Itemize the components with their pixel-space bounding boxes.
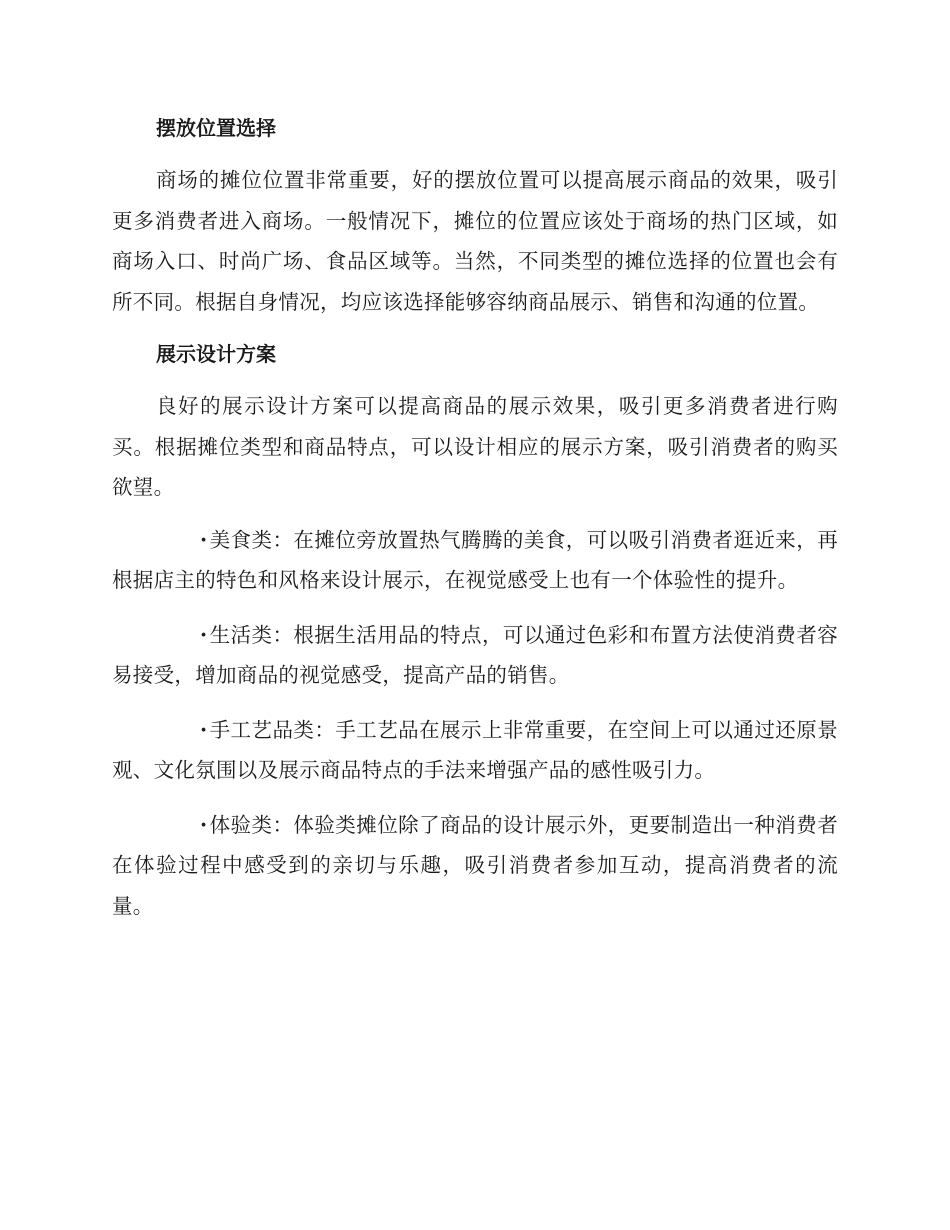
bullet-dot: · (200, 717, 208, 742)
bullet-item-handicraft (112, 710, 838, 791)
bullet-item-experience (112, 805, 838, 927)
document-page (112, 108, 838, 940)
bullet-text: 体验类：体验类摊位除了商品的设计展示外，更要制造出一种消费者在体验过程中感受到的亲切与乐趣，吸引消费者参加互动，提高消费者的流量。 (112, 812, 838, 918)
bullet-dot: · (200, 812, 208, 837)
section-paragraph-display-design: 良好的展示设计方案可以提高商品的展示效果，吸引更多消费者进行购买。根据摊位类型和商品特点，可以设计相应的展示方案，吸引消费者的购买欲望。 (112, 394, 838, 499)
bullet-dot: · (200, 527, 208, 552)
section-paragraph-placement: 商场的摊位位置非常重要，好的摆放位置可以提高展示商品的效果，吸引更多消费者进入商场。一般情况下，摊位的位置应该处于商场的热门区域，如商场入口、时尚广场、食品区域等。当然，不同类型的摊位选择的位置也会有所不同。根据自身情况，均应该选择能够容纳商品展示、销售和沟通的位置。 (112, 168, 838, 314)
bullet-dot: · (200, 622, 208, 647)
section-heading-placement: 摆放位置选择 (156, 116, 276, 140)
section-heading-display-design: 展示设计方案 (156, 342, 276, 366)
bullet-text: 生活类：根据生活用品的特点，可以通过色彩和布置方法使消费者容易接受，增加商品的视觉感受，提高产品的销售。 (112, 622, 838, 687)
bullet-text: 手工艺品类：手工艺品在展示上非常重要，在空间上可以通过还原景观、文化氛围以及展示商品特点的手法来增强产品的感性吸引力。 (112, 717, 838, 782)
bullet-item-living (112, 615, 838, 696)
bullet-list (112, 520, 838, 927)
bullet-text: 美食类：在摊位旁放置热气腾腾的美食，可以吸引消费者逛近来，再根据店主的特色和风格来设计展示，在视觉感受上也有一个体验性的提升。 (112, 527, 838, 592)
bullet-item-food (112, 520, 838, 601)
